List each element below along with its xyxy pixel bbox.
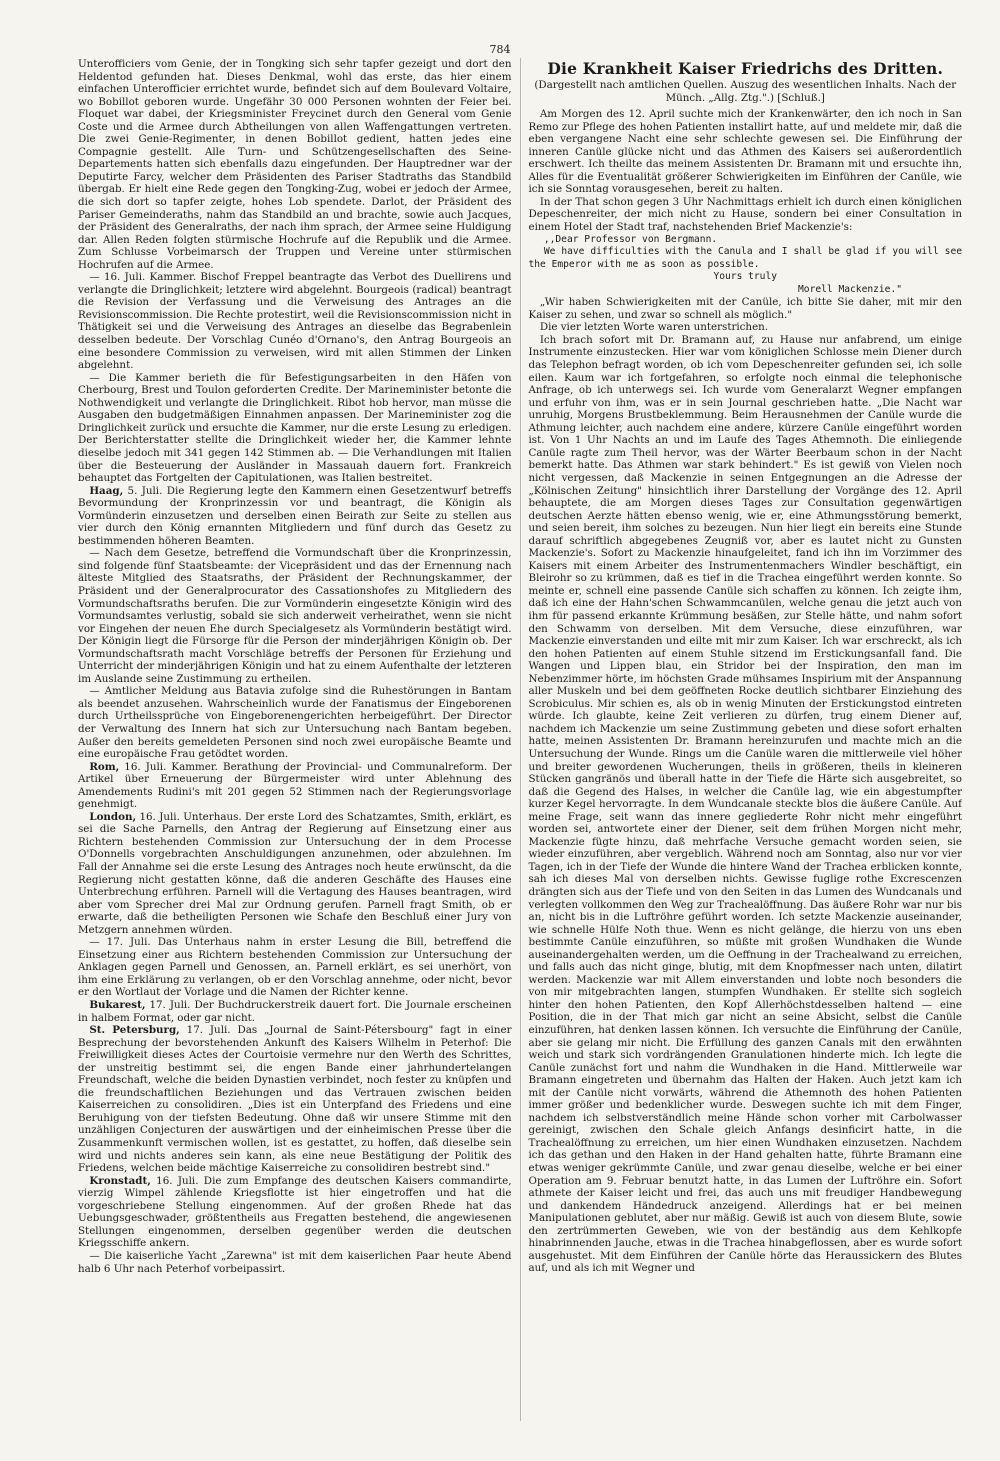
right-paragraph: [529, 321, 963, 334]
left-paragraph: [78, 999, 512, 1024]
article-title: Die Krankheit Kaiser Friedrichs des Dritten.: [547, 59, 944, 78]
paragraph-text: 16. Juli. Die zum Empfange des deutschen Kaisers commandirte, vierzig Wimpel zählende Kriegsflotte ist hier eingetroffen und hat die vorgeschriebene Stellung eingenommen. Auf der großen Rhede hat das Uebungsgeschwader, größtentheils aus Fregatten bestehend, die angewiesenen Stellungen eingenommen, derselben gegenüber werden die deutschen Kriegsschiffe ankern.: [78, 1174, 512, 1250]
right-paragraph: [529, 271, 963, 284]
left-paragraph: [78, 58, 512, 271]
right-paragraph: [529, 234, 963, 247]
left-paragraph: [78, 372, 512, 485]
columns: [78, 58, 962, 1421]
left-paragraph: [78, 485, 512, 548]
article-subtitle: (Dargestellt nach amtlichen Quellen. Auszug des wesentlichen Inhalts. Nach der Münch. „Allg. Ztg.".) [Schluß.]: [534, 79, 957, 104]
dateline-place: Bukarest,: [89, 999, 146, 1012]
paragraph-text: — 17. Juli. Das Unterhaus nahm in erster Lesung die Bill, betreffend die Einsetzung einer aus Richtern bestehenden Commission zur Untersuchung der Anklagen gegen Parnell und Genossen, an. Parnell erklärt, es sei unerhört, von ihm eine Erklärung zu verlangen, ob er den Vorschlag annehme, oder nicht, bevor er den Wortlaut der Vorlage und die Namen der Richter kenne.: [78, 936, 512, 999]
paragraph-text: 17. Juli. Das „Journal de Saint-Pétersbourg" fagt in einer Besprechung der bevorstehenden Ankunft des Kaisers Wilhelm in Peterhof: Die Freiwilligkeit dieses Actes der Courtoisie vermehre nur den Werth des Schrittes, der unstreitig bestimmt sei, die engen Bande einer jahrhundertelangen Freundschaft, welche die beiden Dynastien verbindet, noch fester zu knüpfen und die freundschaftlichen Beziehungen und das Vertrauen zwischen beiden Kaiserreichen zu consolidiren. „Dies ist ein Unterpfand des Friedens und eine Beruhigung von der tiefsten Bedeutung. Ohne daß wir unsere Stimme mit den unzähligen Conjecturen der auswärtigen und der einheimischen Presse über die Zusammenkunft vermischen wollen, ist es gestattet, zu hoffen, daß dieselbe sein wird und nichts anderes sein kann, als eine neue Bestätigung der Politik des Friedens, welchen beide mächtige Kaiserreiche zu consolidiren bestrebt sind.": [78, 1024, 512, 1175]
right-paragraph: [529, 246, 963, 271]
right-column: [520, 58, 963, 1421]
dateline-place: Rom,: [89, 760, 120, 773]
paragraph-text: 16. Juli. Kammer. Berathung der Provincial- und Communalreform. Der Artikel über Erneuerung der Bürgermeister wird unter Ablehnung des Amendements Rudini's mit 201 gegen 52 Stimmen nach der Regierungsvorlage genehmigt.: [78, 760, 512, 811]
paragraph-text: Yours truly: [713, 271, 778, 283]
paragraph-text: 16. Juli. Unterhaus. Der erste Lord des Schatzamtes, Smith, erklärt, es sei die Sache Parnells, den Antrag der Regierung auf Einsetzung einer aus Richtern bestehenden Commission zur Untersuchung der in dem Processe O'Donnells vorgebrachten Anschuldigungen anzunehmen, oder abzulehnen. Im Fall der Annahme sei die erste Lesung des Antrages noch heute erwünscht, da die Regierung nicht gestatten könne, daß die anderen Geschäfte des Hauses eine Unterbrechung erführen. Parnell will die Vertagung des Hauses beantragen, wird aber vom Sprecher drei Mal zur Ordnung gerufen. Parnell fragt Smith, ob er erwarte, daß die betheiligten Personen wie Schafe den Beschluß einer Jury von Metzgern annehmen würden.: [78, 810, 512, 936]
paragraph-text: — Die kaiserliche Yacht „Zarewna" ist mit dem kaiserlichen Paar heute Abend halb 6 Uhr nach Peterhof vorbeipassirt.: [78, 1249, 512, 1275]
left-paragraph: [78, 811, 512, 936]
left-column: [78, 58, 512, 1421]
left-paragraph: [78, 1175, 512, 1250]
paragraph-text: In der That schon gegen 3 Uhr Nachmittags erhielt ich durch einen königlichen Depeschenreiter, der mich nicht zu Hause, sondern bei einer Consultation in einem Hotel der Stadt traf, nachstehenden Brief Mackenzie's:: [528, 195, 962, 234]
paragraph-text: — Die Kammer berieth die für Befestigungsarbeiten in den Häfen von Cherbourg, Brest und Toulon geforderten Credite. Der Marineminister betonte die Nothwendigkeit und verlangte die Dringlichkeit. Ribot hob hervor, man müsse die Ausgaben den budgetmäßigen Einnahmen anpassen. Der Marineminister zog die Dringlichkeit zurück und ersuchte die Kammer, nur die erste Lesung zu erledigen. Der Berichterstatter stellte die Dringlichkeit wieder her, die Kammer lehnte dieselbe jedoch mit 341 gegen 142 Stimmen ab. — Die Verhandlungen mit Italien über die Besteuerung der Ausländer in Massauah dauern fort. Frankreich behauptet das Fortgelten der Capitulationen, was Italien bestreitet.: [78, 371, 512, 485]
paragraph-text: — Amtlicher Meldung aus Batavia zufolge sind die Ruhestörungen in Bantam als beendet anzusehen. Wahrscheinlich wurde der Fanatismus der Eingeborenen durch Urtheilssprüche von Eingeborenengerichten herbeigeführt. Der Director der Verwaltung des Innern hat sich zur Untersuchung nach Bantam begeben. Außer den bereits gemeldeten Personen sind noch zwei europäische Beamte und eine europäische Frau getödtet worden.: [78, 685, 512, 761]
right-paragraph: [529, 296, 963, 321]
dateline-place: St. Petersburg,: [89, 1024, 180, 1037]
paragraph-text: 5. Juli. Die Regierung legte den Kammern einen Gesetzentwurf betreffs Bevormundung der Kronprinzessin vor und beantragt, die Königin als Vormünderin einzusetzen und derselben einen Beirath zur Seite zu stellen aus vier durch den König ernannten Mitgliedern und fünf durch das Gesetz zu bestimmenden höheren Beamten.: [78, 484, 512, 547]
right-paragraph: [529, 284, 963, 297]
paragraph-text: Am Morgen des 12. April suchte mich der Krankenwärter, den ich noch in San Remo zur Pflege des hohen Patienten installirt hatte, auf und meldete mir, daß die eben vergangene Nacht eine sehr schlechte gewesen sei. Die Einführung der inneren Canüle glücke nicht und das Athmen des Kaisers sei außerordentlich erschwert. Ich theilte das meinem Assistenten Dr. Bramann mit und ersuchte ihn, Alles für die Eventualität größerer Schwierigkeiten im Einführen der Canüle, wie ich sie Sonntag vorausgesehen, bereit zu halten.: [528, 108, 962, 196]
paragraph-text: „Wir haben Schwierigkeiten mit der Canüle, ich bitte Sie daher, mit mir den Kaiser zu sehen, und zwar so schnell als möglich.": [528, 296, 962, 321]
right-paragraph: [529, 196, 963, 234]
left-paragraph: [78, 1024, 512, 1175]
right-paragraph: [529, 334, 963, 1275]
paragraph-text: Unterofficiers vom Genie, der in Tongking sich sehr tapfer gezeigt und dort den Heldentod gefunden hat. Dieses Denkmal, wohl das erste, das hier einem einfachen Unterofficier errichtet wurde, befindet sich auf dem Boulevard Voltaire, wo Bobillot geboren wurde. Ungefähr 30 000 Personen wohnten der Feier bei. Floquet war dabei, der Kriegsminister Freycinet durch den General vom Genie Coste und die Armee durch Abtheilungen von allen Waffengattungen vertreten. Die zwei Genie-Regimenter, in denen Bobillot gedient, hatten jedes eine Compagnie gestellt. Alle Turn- und Schützengesellschaften des Seine-Departements hatten sich ebenfalls dazu eingefunden. Der Hauptredner war der Deputirte Farcy, welcher dem Präsidenten des Pariser Stadtraths das Standbild übergab. Er hielt eine Rede gegen den Tongking-Zug, wobei er jedoch der Armee, die sich dort so tapfer zeigte, hohes Lob spendete. Darlot, der Präsident des Pariser Gemeinderaths, nahm das Standbild an und brachte, sowie auch Jacques, der Präsident des Generalraths, der nach ihm sprach, der Armee seine Huldigung dar. Allen Reden folgten stürmische Hochrufe auf die Republik und die Armee. Zum Schlusse Vorbeimarsch der Truppen und Vereine unter stürmischen Hochrufen auf die Armee.: [78, 58, 512, 271]
left-paragraph: [78, 936, 512, 999]
dateline-place: Kronstadt,: [89, 1174, 151, 1187]
page-number: 784: [489, 43, 511, 56]
article-body: [529, 108, 963, 1275]
paragraph-text: We have difficulties with the Canula and I shall be glad if you will see the Emperor with me as soon as possible.: [528, 246, 962, 270]
left-paragraph: [78, 271, 512, 371]
paragraph-text: — 16. Juli. Kammer. Bischof Freppel beantragte das Verbot des Duellirens und verlangte die Dringlichkeit; letztere wird abgelehnt. Bourgeois (radical) beantragt die Revision der Verfassung und die Verweisung des Antrages an die Revisionscommission. Die Rechte protestirt, weil die Revisionscommission nicht in Thätigkeit sei und die Verweisung des Antrages an dieselbe das Begrabenlein desselben bedeute. Der Vorschlag Cunéo d'Ornano's, den Antrag Bourgeois an eine besondere Commission zu verweisen, wird mit allen Stimmen der Linken abgelehnt.: [78, 271, 512, 372]
right-paragraph: [529, 108, 963, 196]
paragraph-text: Die vier letzten Worte waren unterstrichen.: [539, 321, 769, 334]
dateline-place: Haag,: [89, 484, 124, 497]
left-paragraph: [78, 761, 512, 811]
paragraph-text: Morell Mackenzie.": [798, 283, 902, 295]
left-paragraph: [78, 547, 512, 685]
paragraph-text: 17. Juli. Der Buchdruckerstreik dauert fort. Die Journale erscheinen in halbem Format, oder gar nicht.: [78, 999, 512, 1024]
left-paragraph: [78, 685, 512, 760]
left-paragraph: [78, 1250, 512, 1275]
paragraph-text: — Nach dem Gesetze, betreffend die Vormundschaft über die Kronprinzessin, sind folgende fünf Staatsbeamte: der Vicepräsident und das der Ernennung nach älteste Mitglied des Staatsraths, der Präsident der Rechnungskammer, der Präsident und der Generalprocurator des Cassationshofes zu Mitgliedern des Vormundschaftsraths berufen. Die zur Vormünderin eingesetzte Königin wird des Vormundsamtes verlustig, sobald sie sich anderweit verheirathet, wenn sie nicht vor Eingehen der neuen Ehe durch Specialgesetz als Vormünderin bestätigt wird. Der Königin liegt die Fürsorge für die Person der minderjährigen Königin ob. Der Vormundschaftsrath macht Vorschläge betreffs der Personen für Erziehung und Unterricht der minderjährigen Königin und hat zu einem Aufenthalte der letzteren im Auslande seine Zustimmung zu ertheilen.: [78, 547, 512, 685]
dateline-place: London,: [89, 810, 137, 823]
paragraph-text: ,,Dear Professor von Bergmann.: [543, 233, 718, 245]
paragraph-text: Ich brach sofort mit Dr. Bramann auf, zu Hause nur anfabrend, um einige Instrumente einzustecken. Hier war vom königlichen Schlosse mein Diener durch das Telephon befragt worden, ob ich vom Depeschenreiter gefunden sei, ich solle eilen. Kaum war ich fortgefahren, so erfolgte noch einmal die telephonische Anfrage, ob ich unterwegs sei. Ich wurde vom Generalarzt Wegner empfangen und erfuhr von ihm, was er in sein Journal geschrieben hatte. „Die Nacht war unruhig, Morgens Brustbeklemmung. Beim Herausnehmen der Canüle wurde die Athmung leichter, auch nachdem eine andere, kürzere Canüle eingeführt worden ist. Von 1 Uhr Nachts an und im Laufe des Tages Athemnoth. Die einliegende Canüle ragte zum Theil hervor, was der Wärter Beerbaum schon in der Nacht bemerkt hatte. Das Athmen war stark behindert." Es ist gewiß von Vielen noch nicht vergessen, daß Mackenzie in seinen Entgegnungen an die Adresse der „Kölnischen Zeitung" hinsichtlich ihrer Darstellung der Vorgänge des 12. April behauptete, die am Morgen dieses Tages zur Consultation gegenwärtigen deutschen Aerzte hätten ebenso wenig, wie er, eine Athmungsstörung bemerkt, und seien bereit, ihm solches zu bezeugen. Nun hier liegt ein bereits eine Stunde darauf schriftlich abgegebenes Zeugniß vor, aber es lautet nicht zu Gunsten Mackenzie's. Sofort zu Mackenzie hinaufgeleitet, fand ich ihn im Vorzimmer des Kaisers mit einem Arbeiter des Instrumentenmachers Windler beschäftigt, ein Bleirohr so zu krümmen, daß es tief in die Trachea eingeführt werden konnte. So meinte er, schnell eine passende Canüle sich schaffen zu können. Ich zeigte ihm, daß ich eine der Hahn'schen Schwammcanülen, welche genau die jetzt auch von ihm für passend erkannte Krümmung besäßen, zur Stelle hätte, und nahm sofort den Schwamm von derselben. Mit dem Versuche, diese einzuführen, war Mackenzie einverstanden und eilte mit mir zum Kaiser. Ich war erschreckt, als ich den hohen Patienten auf einem Stuhle sitzend im Erstickungsanfall fand. Die Wangen und Lippen blau, ein Stridor bei der Inspiration, den man im Nebenzimmer hörte, im höchsten Grade mühsames Inspirium mit der Anspannung aller Muskeln und bei dem geöffneten Rocke deutlich sichtbarer Einziehung des Scrobiculus. Mir schien es, als ob in wenig Minuten der Erstickungstod eintreten würde. Ich glaubte, keine Zeit verlieren zu dürfen, trug einem Diener auf, nachdem ich Mackenzie um seine Zustimmung gebeten und diese sofort erhalten hatte, meinen Assistenten Dr. Bramann hereinzurufen und machte mich an die Untersuchung der Wunde. Rings um die Canüle waren die mittlerweile viel höher und breiter gewordenen Wucherungen, theils in größeren, theils in kleineren Stücken gangränös und überall hatte in der Tiefe die Härte sich ausgebreitet, so daß die Gegend des Halses, in welcher die Canüle lag, wie ein abgestumpfter kurzer Kegel hervorragte. In dem Wundcanale steckte blos die äußere Canüle. Auf meine Frage, seit wann das innere gegliederte Rohr nicht mehr eingeführt worden sei, antwortete einer der Diener, seit dem frühen Morgen nicht mehr, Mackenzie fügte hinzu, daß mehrfache Versuche gemacht worden seien, sie wieder einzuführen, aber vergeblich. Während noch am Sonntag, also nur vor vier Tagen, ich in der Tiefe der Wunde die hintere Wand der Trachea erblicken konnte, sah ich dieses Mal von derselben nichts. Gewisse fuglige rothe Excrescenzen drängten sich aus der Tiefe und von den Seiten in das Lumen des Wundcanals und verlegten vollkommen den Weg zur Trachealöffnung. Das äußere Rohr war nur bis an, nicht bis in die Luftröhre geführt worden. Ich setzte Mackenzie auseinander, wie schnelle Hülfe Noth thue. Wenn es nicht gelänge, die hierzu von uns eben bestimmte Canüle einzuführen, so müßte mit großen Wundhaken die Wunde auseinandergehalten werden, um die Oeffnung in der Trachealwand zu erreichen, und falls auch das nicht ginge, blutig, mit dem Knopfmesser nach unten, dilatirt werden. Mackenzie war mit Allem einverstanden und lobte noch besonders die von mir mitgebrachten langen, stumpfen Wundhaken. Er stellte sich sogleich hinter den hohen Patienten, den Kopf Allerhöchstdesselben haltend — eine Position, die in der That mich gar nicht an seine Absicht, selbst die Canüle einzuführen, hat denken lassen können. Ich versuchte die Einführung der Canüle, aber sie gelang mir nicht. Die Erfüllung des ganzen Canals mit den erwähnten weich und stark sich vordrängenden Granulationen hinderte mich. Ich legte die Canüle zunächst fort und nahm die Wundhaken in die Hand. Mittlerweile war Bramann eingetreten und übernahm das Halten der Haken. Auch jetzt kam ich mit der Canüle nicht vorwärts, während die Athemnoth des hohen Patienten immer größer und bedenklicher wurde. Deswegen suchte ich mit dem Finger, nachdem ich selbstverständlich meine Hände schon vorher mit Carbolwasser gereinigt, zwischen den Schale gleich Anfangs desinficirt hatte, in die Trachealöffnung zu erreichen, um hier einen Wundhaken einzusetzen. Nachdem ich das gethan und den Haken in der Hand gehalten hatte, führte Bramann eine etwas weniger gekrümmte Canüle, und zwar genau dieselbe, welche er bei einer Operation am 9. Februar benutzt hatte, in das Lumen der Luftröhre ein. Sofort athmete der Kaiser leicht und frei, das auch uns mit freudiger Handbewegung und dankendem Händedruck anzeigend. Allerdings hat er bei meinen Manipulationen geblutet, aber nur mäßig. Gewiß ist auch von diesem Blute, sowie den zertrümmerten Geweben, wie von der beständig aus dem Kehlkopfe hinabrinnenden Jauche, etwas in die Trachea hinabgeflossen, aber es wurde sofort ausgehustet. Mit dem Einführen der Canüle hörte das Heraussickern des Blutes auf, und als ich mit Wegner und: [528, 333, 962, 1275]
